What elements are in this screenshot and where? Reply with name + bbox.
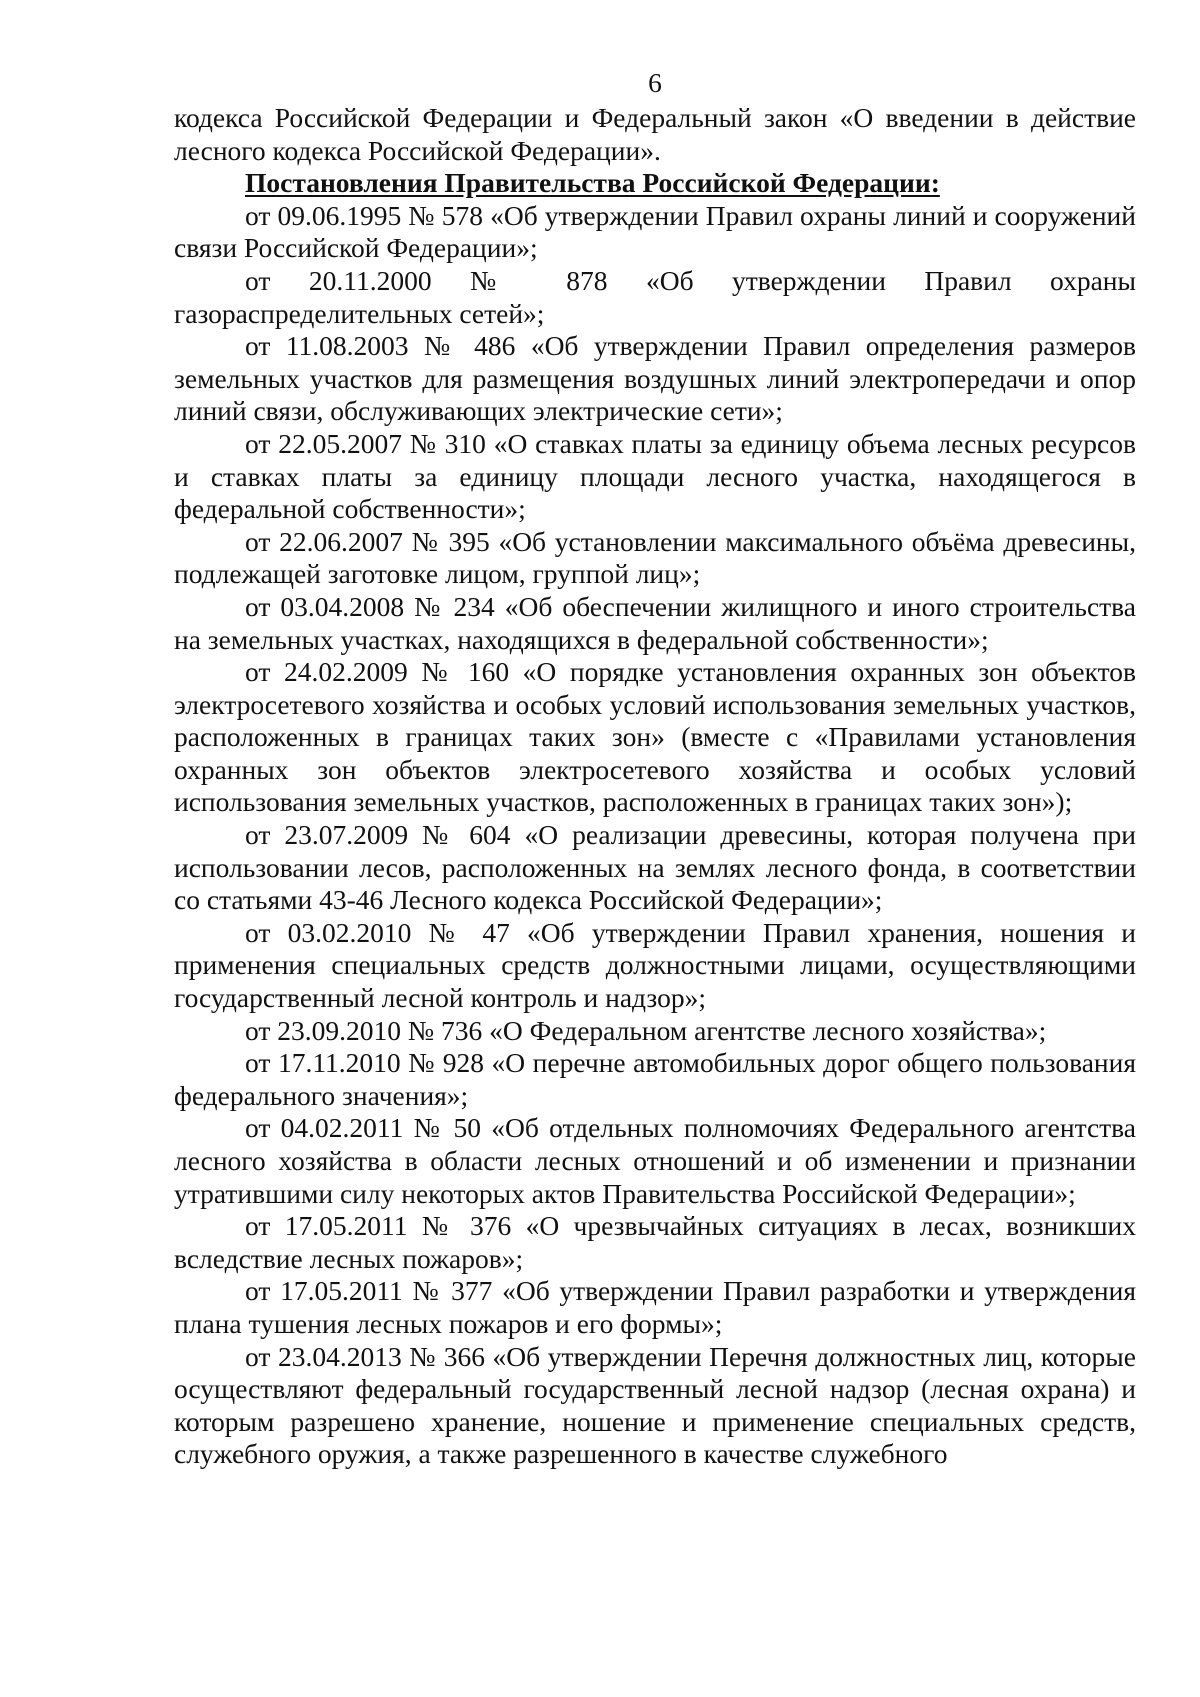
- list-item: от 09.06.1995 № 578 «Об утверждении Правил охраны линий и сооружений связи Российской Федерации»;: [174, 199, 1136, 264]
- list-item: от 11.08.2003 № 486 «Об утверждении Правил определения размеров земельных участков для размещения воздушных линий электропередачи и опор линий связи, обслуживающих электрические сети»;: [174, 330, 1136, 427]
- document-page: [174, 64, 1136, 1471]
- list-item: от 24.02.2009 № 160 «О порядке установления охранных зон объектов электросетевого хозяйства и особых условий использования земельных участков, расположенных в границах таких зон» (вместе с «Правилами установления охранных зон объектов электросетевого хозяйства и особых условий использования земельных участков, расположенных в границах таких зон»);: [174, 656, 1136, 818]
- list-item: от 22.05.2007 № 310 «О ставках платы за единицу объема лесных ресурсов и ставках платы за единицу площади лесного участка, находящегося в федеральной собственности»;: [174, 427, 1136, 525]
- list-item: от 17.11.2010 № 928 «О перечне автомобильных дорог общего пользования федерального значения»;: [174, 1047, 1136, 1111]
- list-item: от 23.09.2010 № 736 «О Федеральном агентстве лесного хозяйства»;: [245, 1014, 1047, 1046]
- list-item: от 17.05.2011 № 377 «Об утверждении Правил разработки и утверждения плана тушения лесных пожаров и его формы»;: [174, 1275, 1136, 1339]
- list-item: от 22.06.2007 № 395 «Об установлении максимального объёма древесины, подлежащей заготовке лицом, группой лиц»;: [174, 525, 1136, 590]
- list-item: от 20.11.2000 № 878 «Об утверждении Правил охраны газораспределительных сетей»;: [174, 264, 1136, 329]
- intro-paragraph: кодекса Российской Федерации и Федеральный закон «О введении в действие лесного кодекса Российской Федерации».: [174, 102, 1136, 166]
- section-heading: Постановления Правительства Российской Федерации:: [245, 167, 940, 199]
- list-item: от 23.07.2009 № 604 «О реализации древесины, которая получена при использовании лесов, расположенных на землях лесного фонда, в соответствии со статьями 43-46 Лесного кодекса Российской Федерации»;: [174, 819, 1136, 916]
- list-item: от 17.05.2011 № 376 «О чрезвычайных ситуациях в лесах, возникших вследствие лесных пожаров»;: [174, 1210, 1136, 1274]
- list-item: от 23.04.2013 № 366 «Об утверждении Перечня должностных лиц, которые осуществляют федеральный государственный лесной надзор (лесная охрана) и которым разрешено хранение, ношение и применение специальных средств, служебного оружия, а также разрешенного в качестве служебного: [174, 1340, 1136, 1470]
- list-item: от 03.02.2010 № 47 «Об утверждении Правил хранения, ношения и применения специальных средств должностными лицами, осуществляющими государственный лесной контроль и надзор»;: [174, 916, 1136, 1014]
- list-item: от 03.04.2008 № 234 «Об обеспечении жилищного и иного строительства на земельных участках, находящихся в федеральной собственности»;: [174, 590, 1136, 655]
- list-item: от 04.02.2011 № 50 «Об отдельных полномочиях Федерального агентства лесного хозяйства в области лесных отношений и об изменении и признании утратившими силу некоторых актов Правительства Российской Федерации»;: [174, 1112, 1136, 1209]
- page-number: 6: [648, 67, 662, 98]
